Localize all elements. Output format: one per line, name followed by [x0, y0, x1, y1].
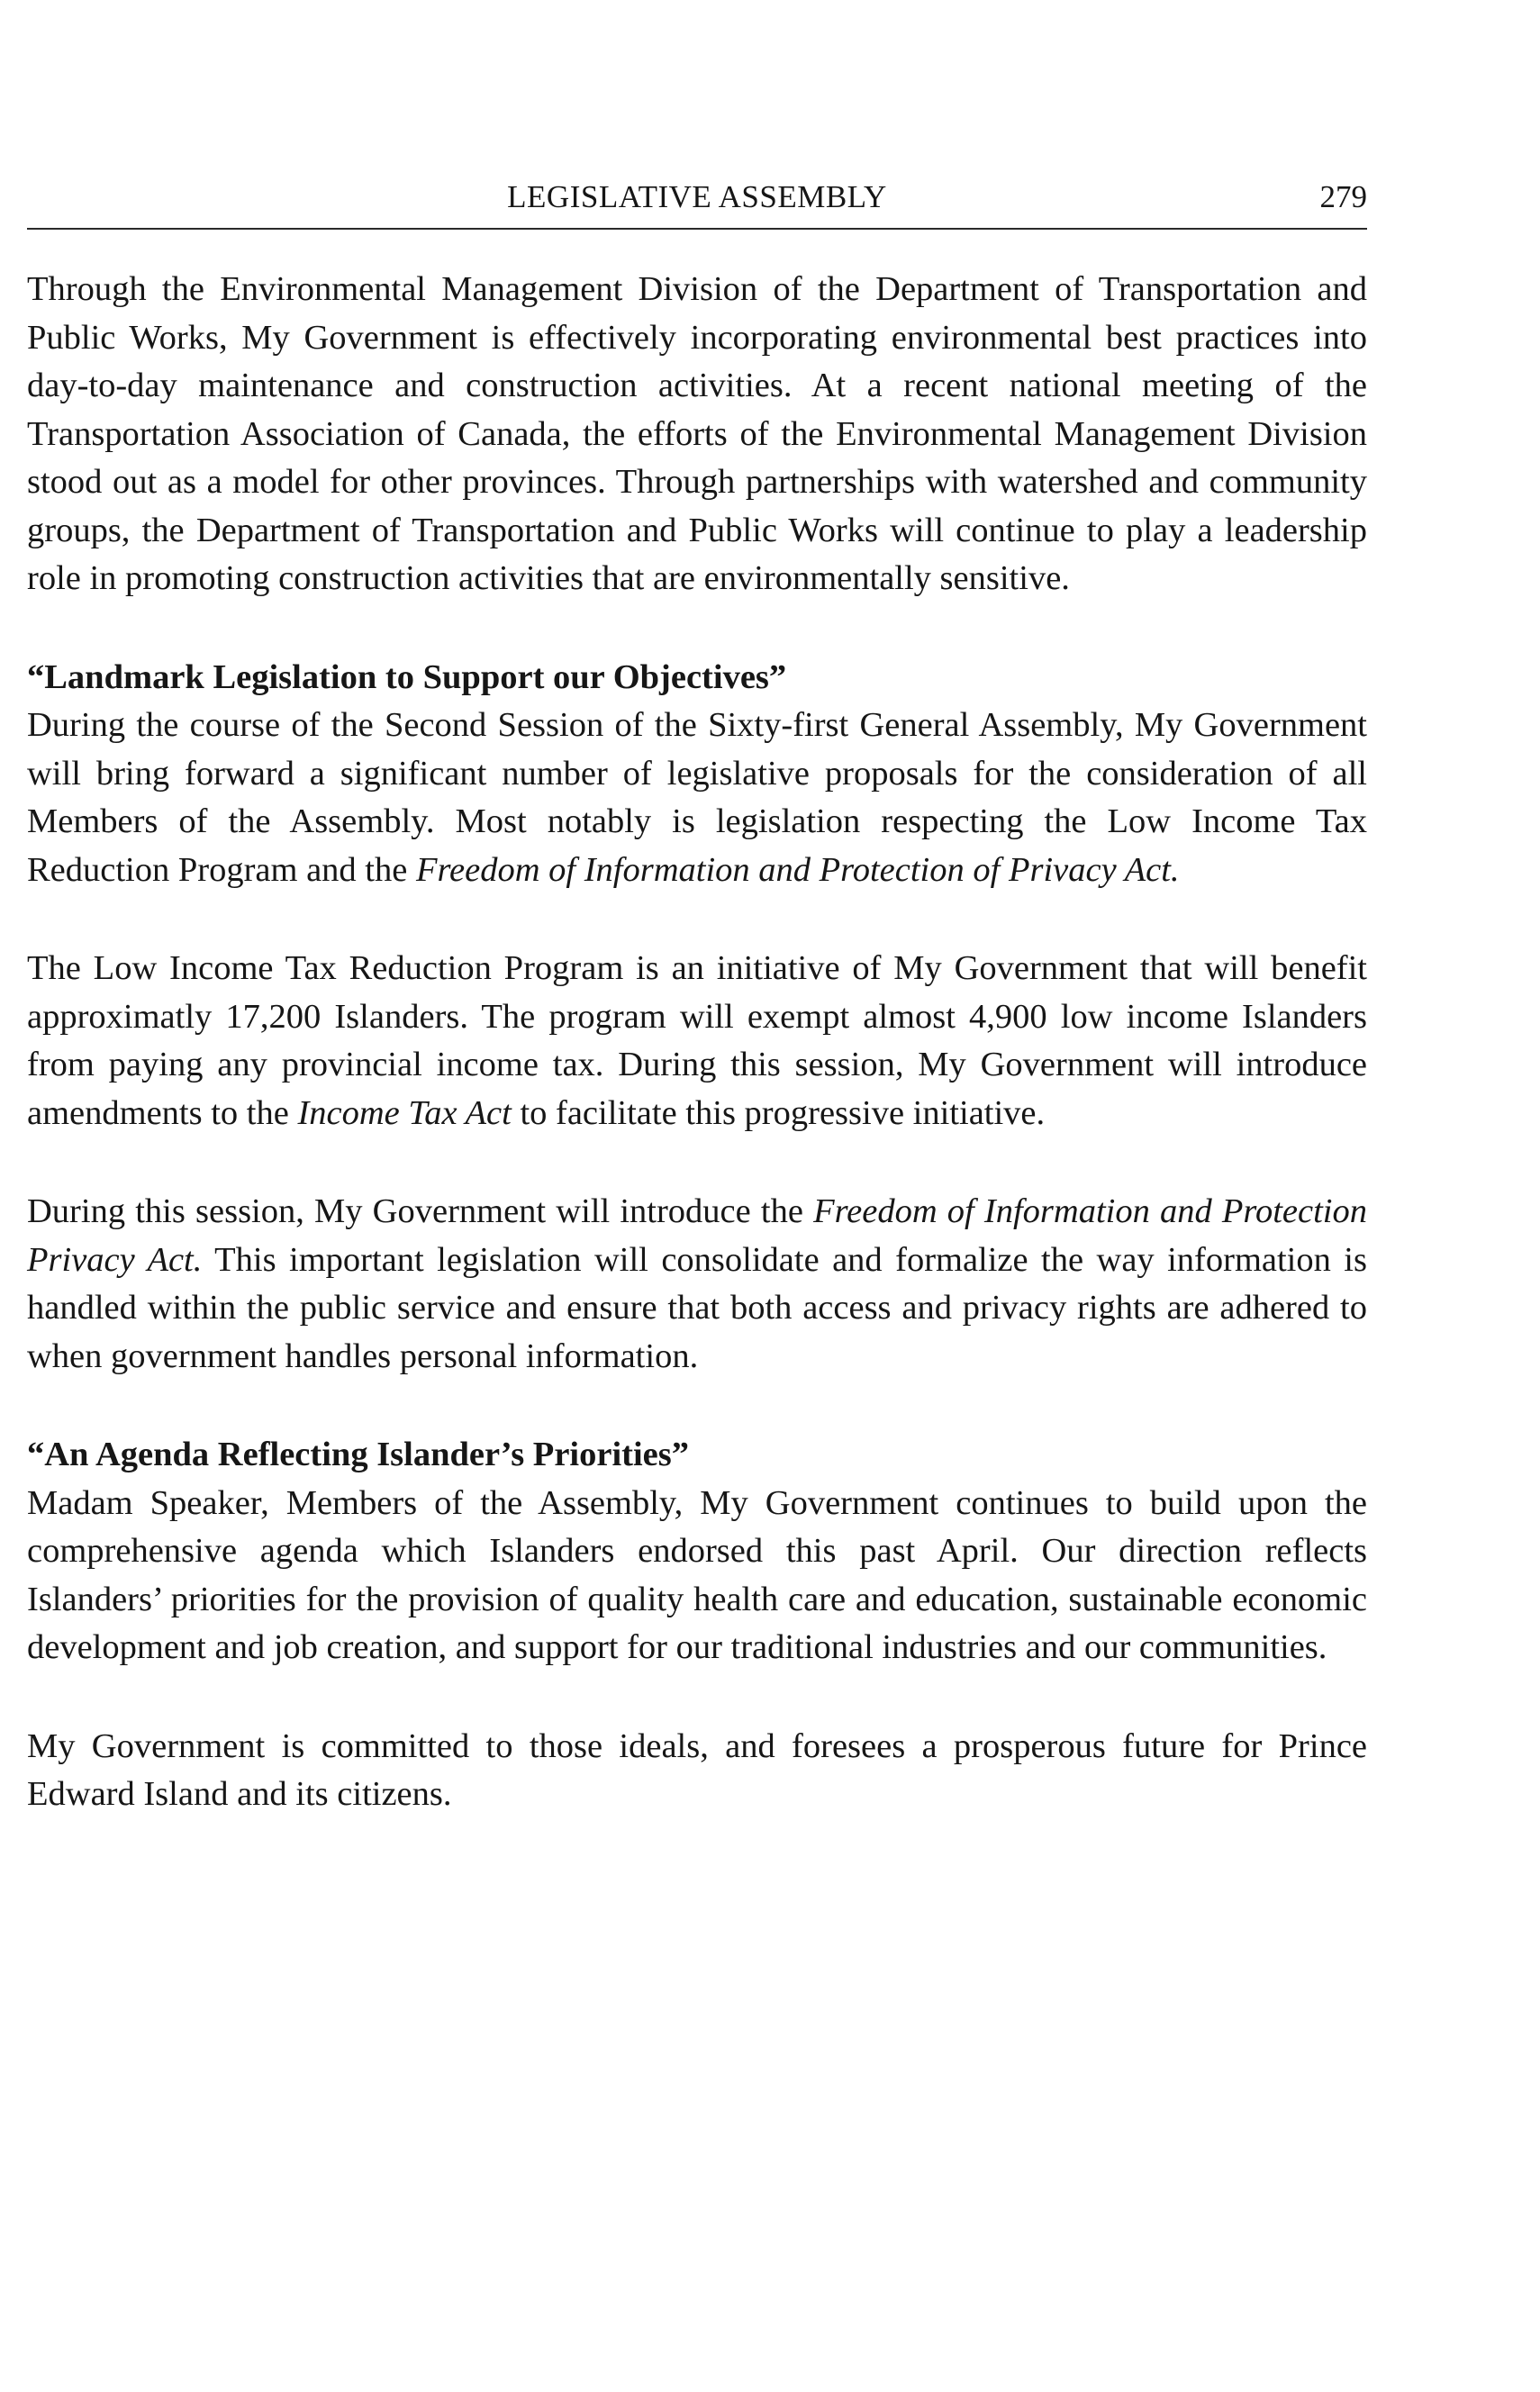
act-title: Freedom of Information and Protection of Privacy Act.: [415, 850, 1180, 889]
paragraph-closing: My Government is committed to those ideals, and foresees a prosperous future for Prince Edward Island and its citizens.: [27, 1726, 1367, 1813]
paragraph-text: to facilitate this progressive initiative.: [511, 1093, 1046, 1132]
paragraph-legislative-proposals: [27, 702, 1367, 894]
paragraph-environmental-management: Through the Environmental Management Division of the Department of Transportation and Public Works, My Government is effectively incorporating environmental best practices into day-to-day maintenance and construction activities. At a recent national meeting of the Transportation Association of Canada, the efforts of the Environmental Management Division stood out as a model for other provinces. Through partnerships with watershed and community groups, the Department of Transportation and Public Works will continue to play a leadership role in promoting construction activities that are environmentally sensitive.: [27, 270, 1367, 597]
act-title: Freedom of Information and Protection Privacy Act.: [27, 1192, 1367, 1279]
paragraph-text: During this session, My Government will introduce the: [27, 1192, 814, 1230]
page-body: [27, 266, 1367, 1819]
page-number: 279: [1319, 179, 1367, 214]
act-title: Income Tax Act: [297, 1093, 512, 1132]
paragraph-text: This important legislation will consolidate and formalize the way information is handled within the public service and ensure that both access and privacy rights are adhered to when government handles personal information.: [27, 1240, 1367, 1375]
paragraph-low-income-tax: [27, 945, 1367, 1137]
paragraph-agenda: Madam Speaker, Members of the Assembly, My Government continues to build upon the comprehensive agenda which Islanders endorsed this past April. Our direction reflects Islanders’ priorities for the provision of quality health care and education, sustainable economic development and job creation, and support for our traditional industries and our communities.: [27, 1483, 1367, 1666]
section-heading-islander-priorities: “An Agenda Reflecting Islander’s Priorities”: [27, 1436, 689, 1473]
section-heading-landmark-legislation: “Landmark Legislation to Support our Objectives”: [27, 657, 787, 696]
document-page: [27, 176, 1367, 1819]
running-header: [27, 176, 1367, 230]
paragraph-freedom-of-information: [27, 1188, 1367, 1381]
paragraph-text: During the course of the Second Session of the Sixty-first General Assembly, My Government will bring forward a significant number of legislative proposals for the consideration of all Members of the Assembly. Most notably is legislation respecting the Low Income Tax Reduction Program and the: [27, 706, 1367, 889]
header-title: LEGISLATIVE ASSEMBLY: [507, 179, 887, 214]
paragraph-text: The Low Income Tax Reduction Program is an initiative of My Government that will benefit approximatly 17,200 Islanders. The program will exempt almost 4,900 low income Islanders from paying any provincial income tax. During this session, My Government will introduce amendments to the: [27, 949, 1367, 1132]
